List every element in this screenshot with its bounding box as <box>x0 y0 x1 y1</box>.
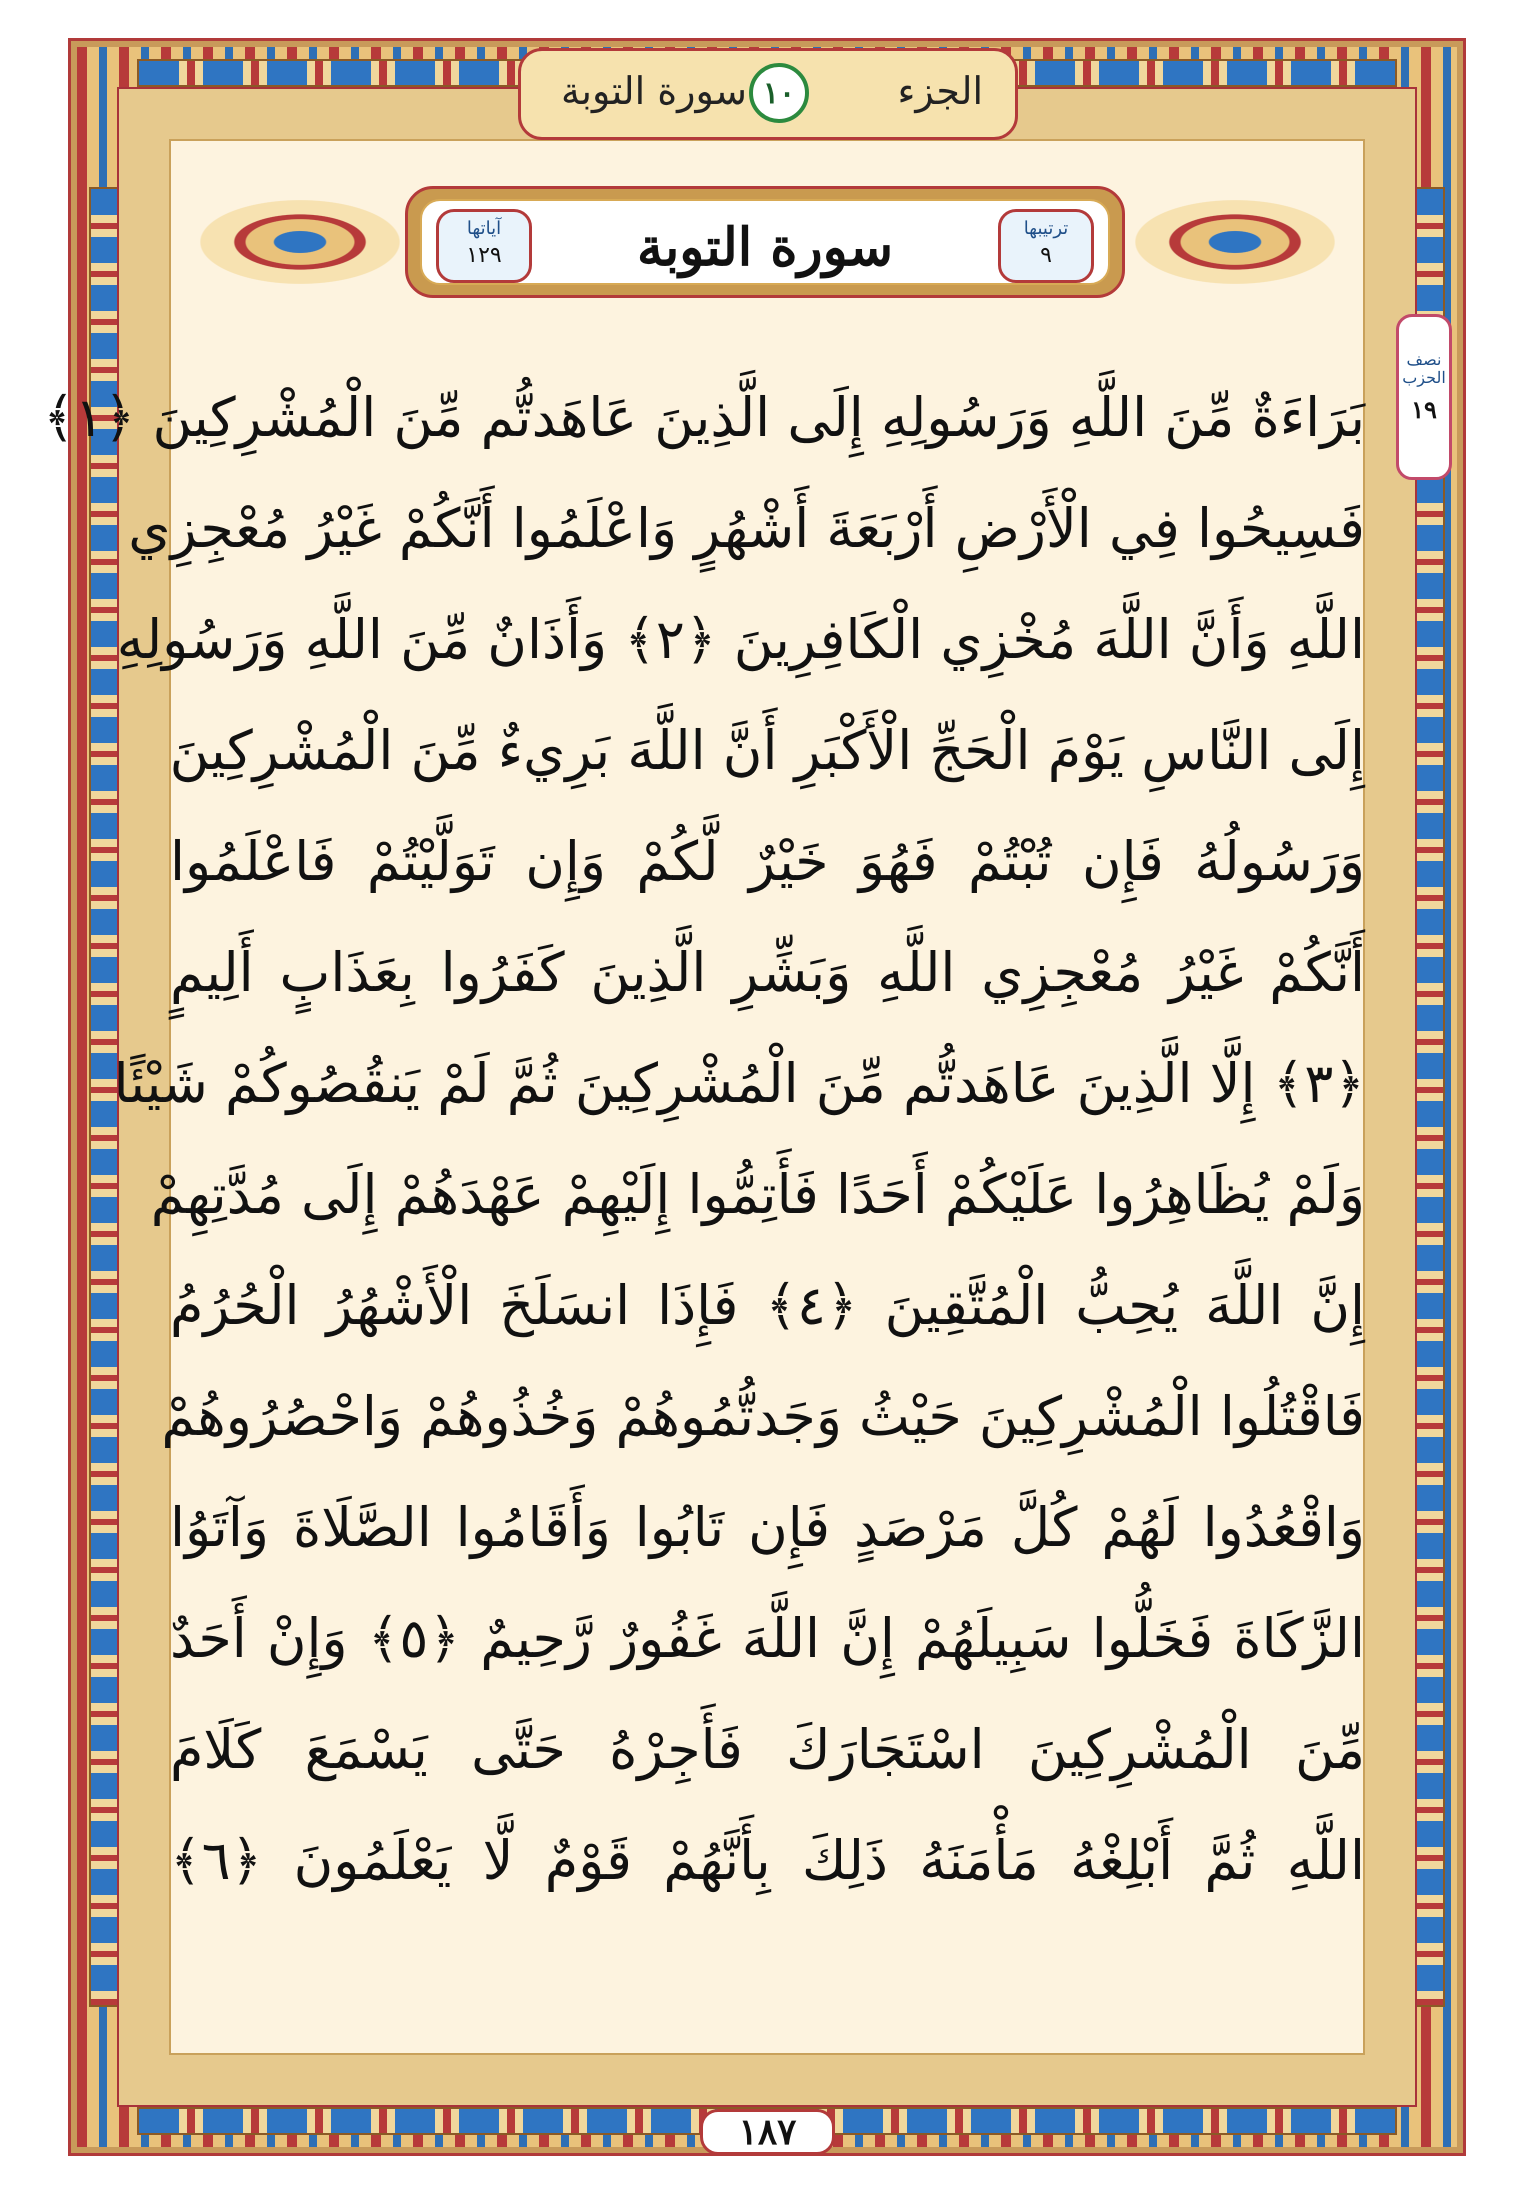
order-value: ٩ <box>1040 243 1052 268</box>
order-label: ترتيبها <box>1023 218 1069 239</box>
hizb-marker <box>1396 314 1452 480</box>
text-line: اللَّهِ ثُمَّ أَبْلِغْهُ مَأْمَنَهُ ذَلِكَ بِأَنَّهُمْ قَوْمٌ لَّا يَعْلَمُونَ ﴿٦﴾ <box>170 1829 1365 1892</box>
text-line: إِلَى النَّاسِ يَوْمَ الْحَجِّ الْأَكْبَرِ أَنَّ اللَّهَ بَرِيءٌ مِّنَ الْمُشْرِكِينَ <box>169 719 1365 782</box>
ayat-label: آياتها <box>466 218 502 239</box>
page-number: ١٨٧ <box>700 2109 835 2155</box>
surah-banner-inner <box>420 199 1110 285</box>
juz-header <box>518 48 1018 140</box>
juz-number-badge: ١٠ <box>749 63 809 123</box>
ayat-count-box <box>436 209 532 283</box>
hizb-label: نصف الحزب <box>1402 350 1446 387</box>
text-line: أَنَّكُمْ غَيْرُ مُعْجِزِي اللَّهِ وَبَشِّرِ الَّذِينَ كَفَرُوا بِعَذَابٍ أَلِيمٍ <box>170 941 1365 1004</box>
text-line: مِّنَ الْمُشْرِكِينَ اسْتَجَارَكَ فَأَجِرْهُ حَتَّى يَسْمَعَ كَلَامَ <box>170 1718 1365 1781</box>
surah-title: سورة التوبة <box>636 217 894 278</box>
text-line: الزَّكَاةَ فَخَلُّوا سَبِيلَهُمْ إِنَّ اللَّهَ غَفُورٌ رَّحِيمٌ ﴿٥﴾ وَإِنْ أَحَدٌ <box>170 1607 1366 1670</box>
text-line: فَسِيحُوا فِي الْأَرْضِ أَرْبَعَةَ أَشْهُرٍ وَاعْلَمُوا أَنَّكُمْ غَيْرُ مُعْجِزِي <box>128 497 1365 560</box>
header-surah-name: سورة التوبة <box>561 69 747 113</box>
hizb-value: ١٩ <box>1411 395 1437 424</box>
quran-text <box>43 362 1366 1916</box>
text-line: وَلَمْ يُظَاهِرُوا عَلَيْكُمْ أَحَدًا فَأَتِمُّوا إِلَيْهِمْ عَهْدَهُمْ إِلَى مُدَّتِهِمْ <box>150 1163 1365 1226</box>
text-line: وَرَسُولُهُ فَإِن تُبْتُمْ فَهُوَ خَيْرٌ لَّكُمْ وَإِن تَوَلَّيْتُمْ فَاعْلَمُوا <box>170 830 1365 893</box>
text-line: ﴿٣﴾ إِلَّا الَّذِينَ عَاهَدتُّم مِّنَ الْمُشْرِكِينَ ثُمَّ لَمْ يَنقُصُوكُمْ شَيْئًا <box>113 1052 1365 1115</box>
floral-ornament-icon <box>200 200 400 284</box>
ayat-value: ١٢٩ <box>466 243 502 268</box>
text-line: إِنَّ اللَّهَ يُحِبُّ الْمُتَّقِينَ ﴿٤﴾ فَإِذَا انسَلَخَ الْأَشْهُرُ الْحُرُمُ <box>170 1274 1365 1337</box>
juz-label: الجزء <box>897 69 983 113</box>
floral-ornament-icon <box>1135 200 1335 284</box>
text-line: بَرَاءَةٌ مِّنَ اللَّهِ وَرَسُولِهِ إِلَى الَّذِينَ عَاهَدتُّم مِّنَ الْمُشْرِكِينَ ﴿١﴾ <box>43 386 1365 449</box>
surah-order-box <box>998 209 1094 283</box>
text-line: وَاقْعُدُوا لَهُمْ كُلَّ مَرْصَدٍ فَإِن تَابُوا وَأَقَامُوا الصَّلَاةَ وَآتَوُا <box>170 1496 1365 1559</box>
text-line: اللَّهِ وَأَنَّ اللَّهَ مُخْزِي الْكَافِرِينَ ﴿٢﴾ وَأَذَانٌ مِّنَ اللَّهِ وَرَسُولِهِ <box>116 608 1365 671</box>
text-line: فَاقْتُلُوا الْمُشْرِكِينَ حَيْثُ وَجَدتُّمُوهُمْ وَخُذُوهُمْ وَاحْصُرُوهُمْ <box>161 1385 1365 1448</box>
surah-banner <box>405 186 1125 298</box>
